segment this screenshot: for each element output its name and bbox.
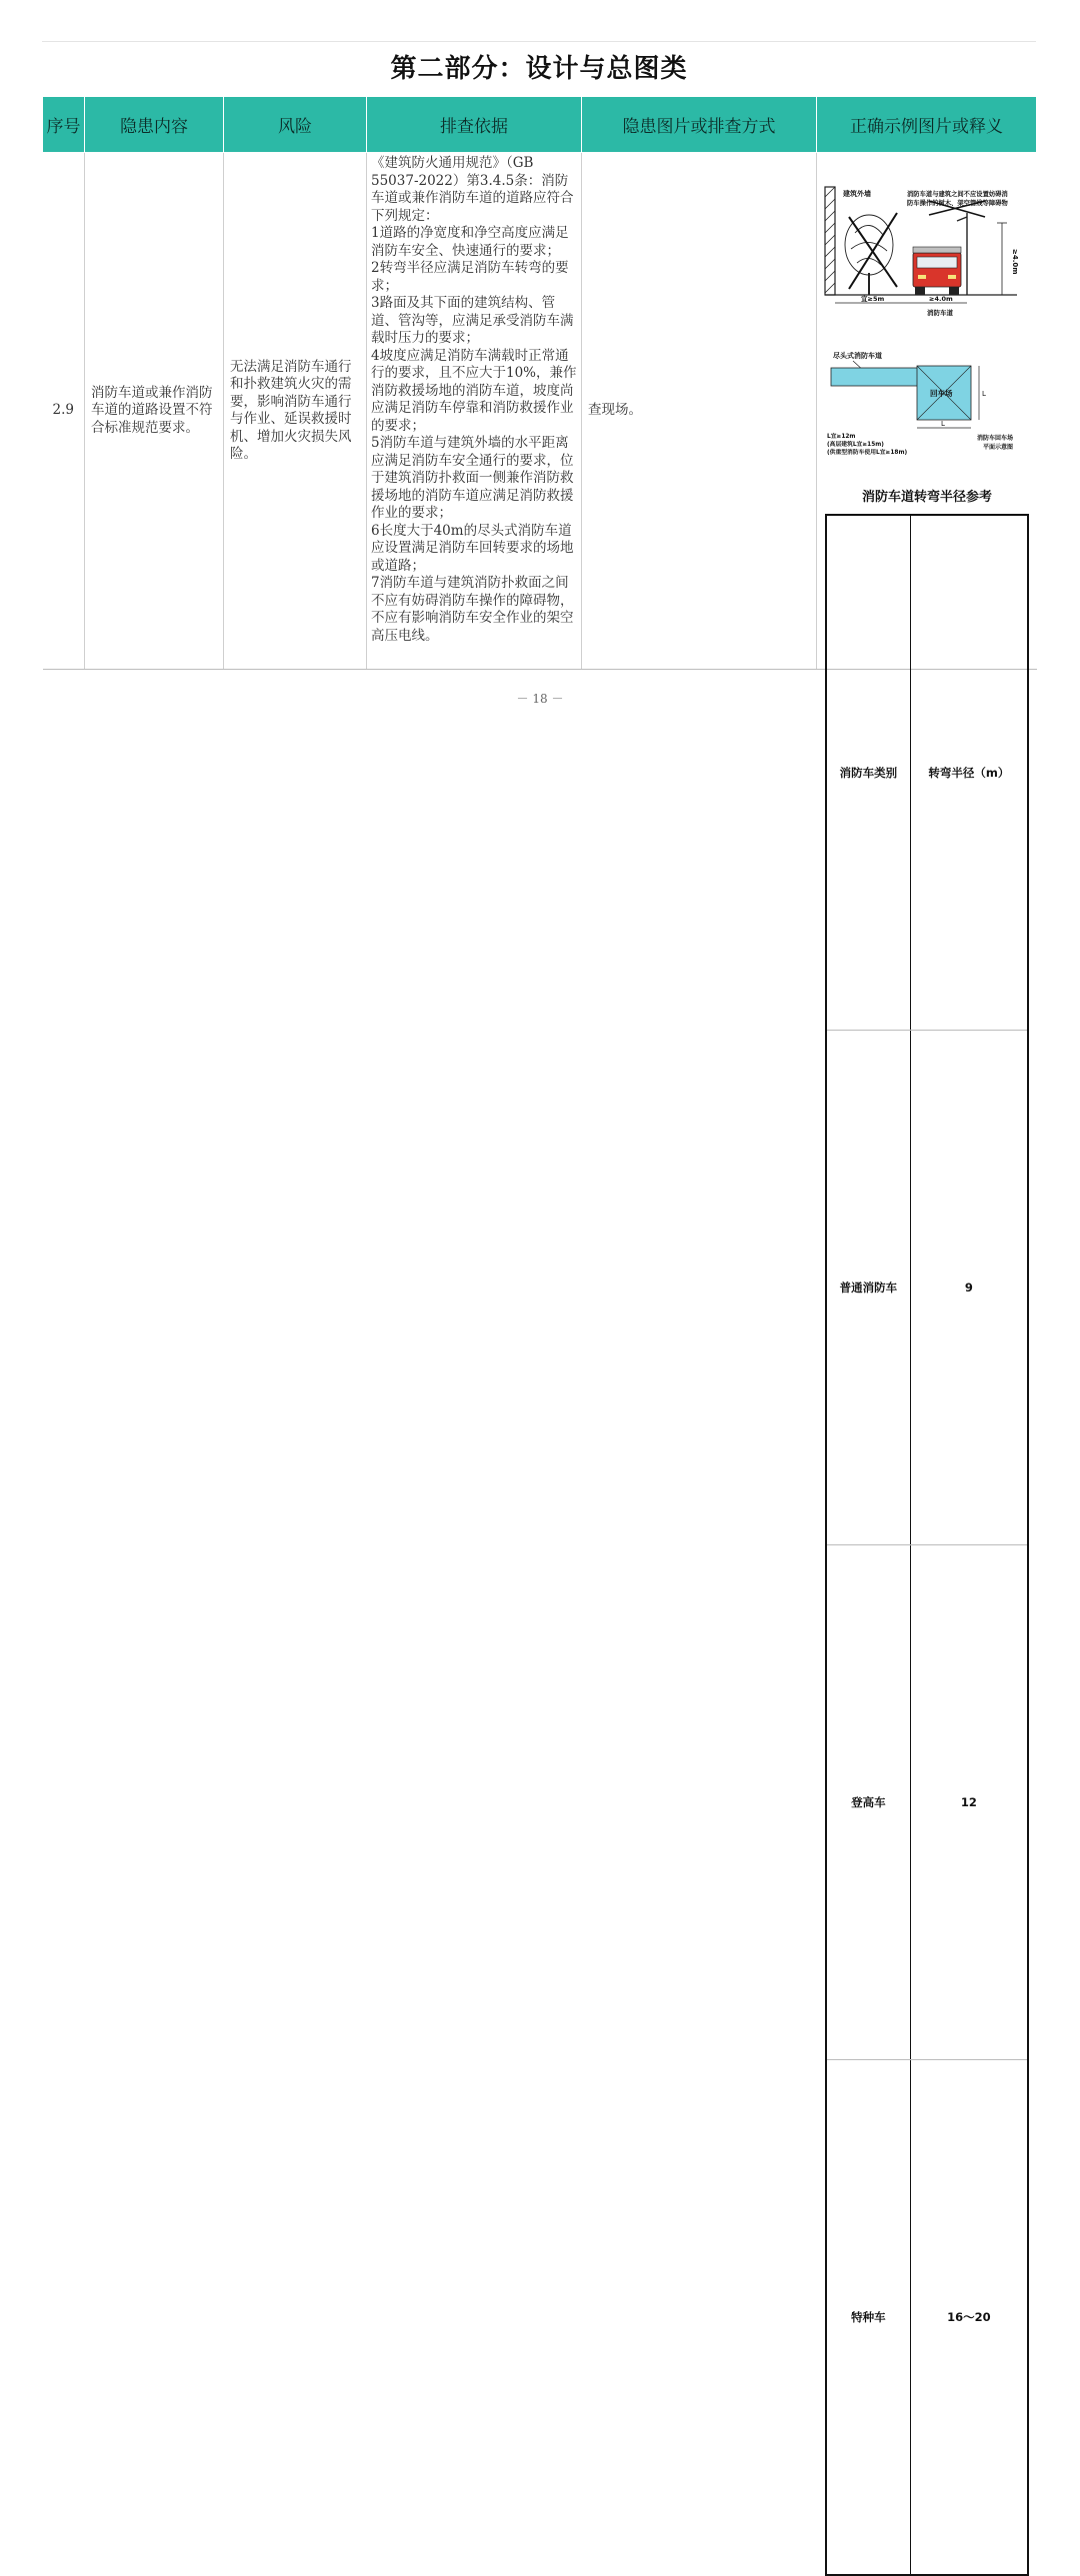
ref-header-radius: 转弯半径（m）	[910, 515, 1028, 1031]
table-row	[43, 153, 1037, 670]
turnaround-note-1: L宜≥12m	[827, 434, 856, 440]
basis-line: 《建筑防火通用规范》（GB 55037-2022）第3.4.5条：消防车道或兼作消防车道的道路应符合下列规定：	[371, 155, 574, 224]
header-risk: 风险	[224, 97, 367, 153]
page-number: － 18 －	[516, 692, 564, 706]
basis-line: 2转弯半径应满足消防车转弯的要求；	[371, 260, 569, 294]
road-label: 消防车道	[927, 309, 953, 317]
basis-line: 7消防车道与建筑消防扑救面之间不应有妨碍消防车操作的障碍物，不应有影响消防车安全作业的架空高压电线。	[371, 575, 574, 644]
ref-type: 普通消防车	[826, 1031, 910, 1545]
header-example: 正确示例图片或释义	[817, 97, 1037, 153]
dead-end-road-label: 尽头式消防车道	[833, 352, 882, 360]
basis-line: 5消防车道与建筑外墙的水平距离应满足消防车安全通行的要求，位于建筑消防扑救面一侧兼作消防救援场地的消防车道应满足消防救援作业的要求；	[371, 435, 574, 521]
ref-radius: 16～20	[910, 2060, 1028, 2576]
width-dimension: ≥4.0m	[929, 295, 953, 303]
risk-text: 无法满足消防车通行和扑救建筑火灾的需要，影响消防车通行与作业、延误救援时机、增加火灾损失风险。	[224, 153, 367, 670]
turning-radius-title: 消防车道转弯半径参考	[861, 490, 992, 505]
road-clearance-diagram	[817, 183, 1037, 333]
table-row	[826, 2060, 1028, 2576]
dim-l-bottom: L	[941, 420, 945, 428]
fire-truck-icon	[913, 247, 961, 295]
table-row	[826, 1545, 1028, 2060]
ref-header-row	[826, 515, 1028, 1031]
basis-line: 4坡度应满足消防车满载时正常通行的要求，且不应大于10%，兼作消防救援场地的消防车道，坡度尚应满足消防车停靠和消防救援作业的要求；	[371, 347, 577, 434]
ref-radius: 12	[910, 1545, 1028, 2060]
height-dimension: ≥4.0m	[1011, 249, 1019, 275]
obstacle-note-2: 防车操作的树木、架空管线等障碍物	[907, 200, 1008, 207]
basis-cell	[367, 153, 582, 670]
header-row	[43, 97, 1037, 153]
basis-line: 3路面及其下面的建筑结构、管道、管沟等，应满足承受消防车满载时压力的要求；	[371, 295, 574, 346]
ref-type: 登高车	[826, 1545, 910, 2060]
hazard-content: 消防车道或兼作消防车道的道路设置不符合标准规范要求。	[85, 153, 224, 670]
turnaround-note-3: (供重型消防车使用L宜≥18m)	[827, 450, 908, 456]
header-basis: 排查依据	[367, 97, 582, 153]
basis-line: 1道路的净宽度和净空高度应满足消防车安全、快速通行的要求；	[371, 225, 569, 259]
dim-l-side: L	[982, 390, 986, 398]
header-method: 隐患图片或排查方式	[582, 97, 817, 153]
turnaround-diagram	[817, 346, 1037, 471]
header-no: 序号	[43, 97, 85, 153]
turnaround-note-2: (高层建筑L宜≥15m)	[827, 442, 884, 448]
ref-type: 特种车	[826, 2060, 910, 2576]
row-number: 2.9	[43, 153, 85, 670]
wall-label: 建筑外墙	[843, 190, 871, 198]
header-content: 隐患内容	[85, 97, 224, 153]
turning-radius-table	[825, 514, 1029, 2576]
example-cell	[817, 153, 1037, 2324]
distance-dimension: 宜≥5m	[861, 295, 885, 303]
inspection-method: 查现场。	[582, 153, 817, 670]
turnaround-caption-2: 平面示意图	[983, 444, 1014, 451]
obstacle-note-1: 消防车道与建筑之间不应设置妨碍消	[907, 191, 1008, 198]
turnaround-caption-1: 消防车回车场	[977, 435, 1014, 442]
hazard-table	[42, 96, 1037, 2324]
top-rule	[42, 41, 1036, 42]
turnaround-label: 回车场	[930, 389, 953, 398]
ref-radius: 9	[910, 1031, 1028, 1545]
page-title: 第二部分：设计与总图类	[390, 54, 688, 84]
basis-line: 6长度大于40m的尽头式消防车道应设置满足消防车回转要求的场地或道路；	[371, 522, 574, 574]
table-row	[826, 1031, 1028, 1545]
ref-header-type: 消防车类别	[826, 515, 910, 1031]
